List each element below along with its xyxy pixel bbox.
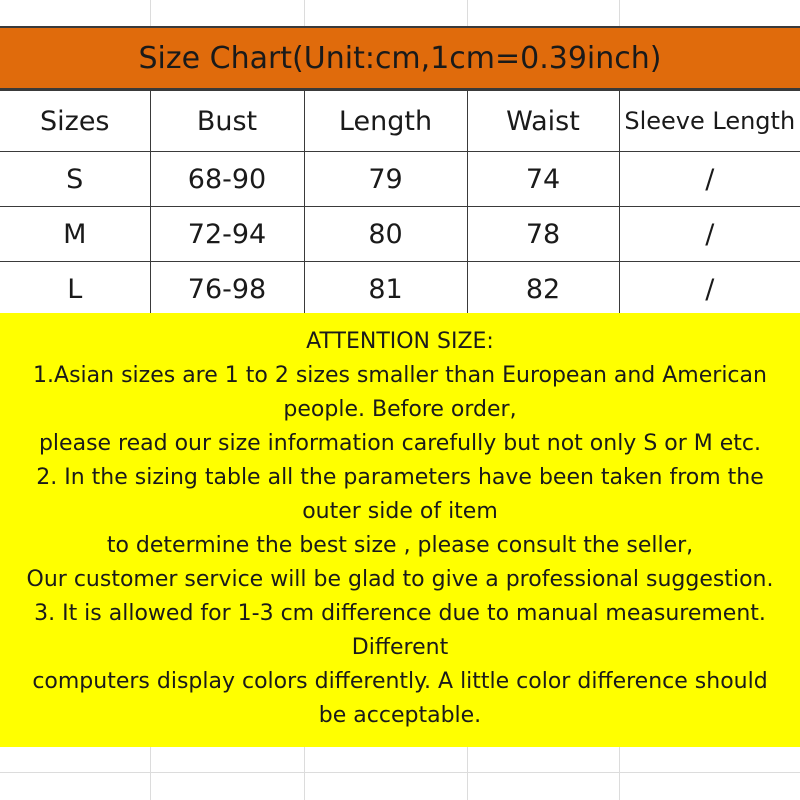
length-cell: 79 [304,152,467,207]
column-header-bust: Bust [150,91,304,152]
table-row [0,207,800,262]
grid-line [0,772,800,773]
column-header-sleeve-length: Sleeve Length [619,91,800,152]
notice-line: to determine the best size , please consult the seller, [106,533,694,558]
notice-line: be acceptable. [318,703,482,728]
notice-line: 2. In the sizing table all the parameters have been taken from the [36,465,764,490]
table-header-row [0,91,800,152]
sleeve-length-cell: / [619,152,800,207]
size-cell: S [0,152,150,207]
table-row [0,262,800,317]
sleeve-length-cell: / [619,207,800,262]
waist-cell: 74 [467,152,619,207]
notice-line: Our customer service will be glad to give a professional suggestion. [26,567,774,592]
size-chart-title: Size Chart(Unit:cm,1cm=0.39inch) [138,40,662,76]
length-cell: 81 [304,262,467,317]
attention-notice [0,313,800,747]
column-header-waist: Waist [467,91,619,152]
bust-cell: 72-94 [150,207,304,262]
bust-cell: 68-90 [150,152,304,207]
waist-cell: 78 [467,207,619,262]
bust-cell: 76-98 [150,262,304,317]
size-table [0,90,800,317]
notice-line: computers display colors differently. A little color difference should [32,669,768,694]
size-cell: L [0,262,150,317]
notice-line: Different [351,635,449,660]
waist-cell: 82 [467,262,619,317]
notice-line: 3. It is allowed for 1-3 cm difference due to manual measurement. [34,601,766,626]
column-header-sizes: Sizes [0,91,150,152]
notice-line: please read our size information carefully but not only S or M etc. [38,431,762,456]
size-chart-header [0,26,800,90]
notice-line: outer side of item [302,499,498,524]
sleeve-length-cell: / [619,262,800,317]
column-header-length: Length [304,91,467,152]
table-row [0,152,800,207]
size-cell: M [0,207,150,262]
notice-line: 1.Asian sizes are 1 to 2 sizes smaller than European and American [33,363,767,388]
notice-heading: ATTENTION SIZE: [306,329,494,354]
notice-line: people. Before order, [283,397,517,422]
length-cell: 80 [304,207,467,262]
